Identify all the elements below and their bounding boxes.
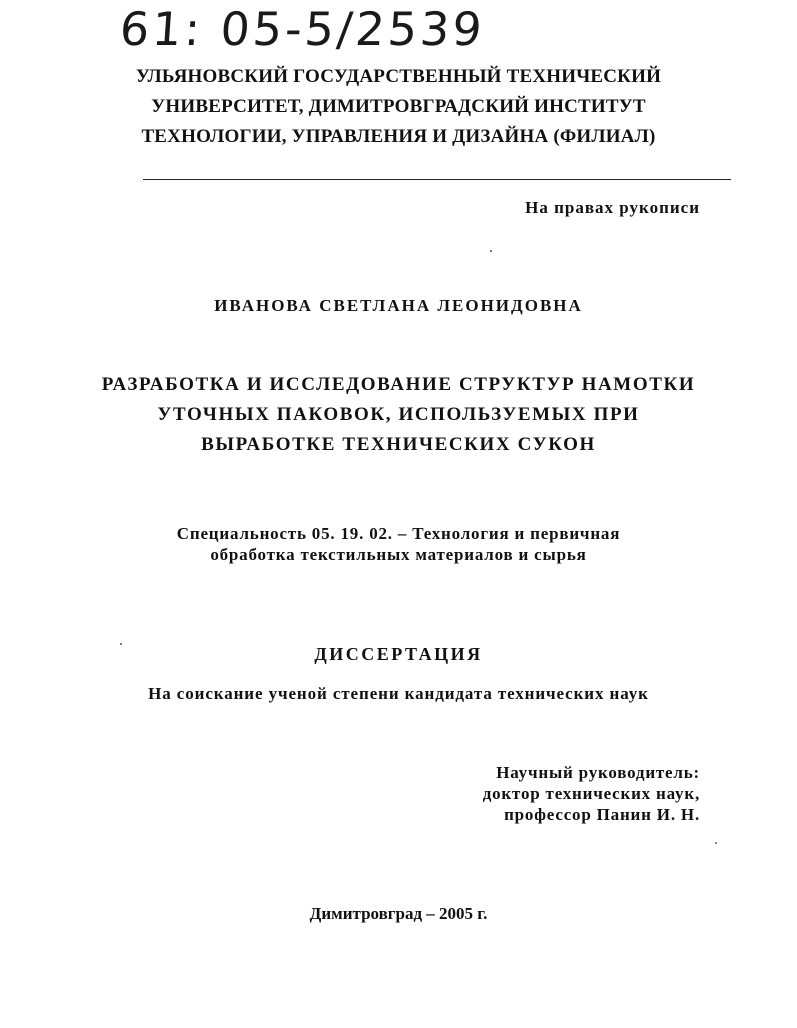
supervisor-degree: доктор технических наук, [482, 784, 700, 803]
degree-statement: На соискание ученой степени кандидата технических наук [148, 684, 649, 703]
university-line-2: УНИВЕРСИТЕТ, ДИМИТРОВГРАДСКИЙ ИНСТИТУТ [151, 96, 646, 117]
specialty-line-1: Специальность 05. 19. 02. – Технология и первичная [176, 524, 621, 543]
scan-speck [715, 842, 717, 844]
scan-speck [120, 643, 122, 645]
university-line-3: ТЕХНОЛОГИИ, УПРАВЛЕНИЯ И ДИЗАЙНА (ФИЛИАЛ) [141, 126, 656, 147]
archive-number-handwritten: 61: 05-5/2539 [118, 2, 487, 56]
manuscript-note: На правах рукописи [525, 198, 700, 217]
university-line-1: УЛЬЯНОВСКИЙ ГОСУДАРСТВЕННЫЙ ТЕХНИЧЕСКИЙ [135, 66, 662, 87]
scan-speck [490, 250, 492, 252]
thesis-title-line-1: РАЗРАБОТКА И ИССЛЕДОВАНИЕ СТРУКТУР НАМОТКИ [101, 374, 696, 395]
header-divider [143, 179, 731, 180]
author-name: ИВАНОВА СВЕТЛАНА ЛЕОНИДОВНА [214, 296, 583, 315]
document-type: ДИССЕРТАЦИЯ [314, 644, 483, 664]
city-year: Димитровград – 2005 г. [309, 904, 488, 923]
specialty-line-2: обработка текстильных материалов и сырья [210, 545, 587, 564]
supervisor-name: профессор Панин И. Н. [504, 805, 700, 824]
thesis-title-line-2: УТОЧНЫХ ПАКОВОК, ИСПОЛЬЗУЕМЫХ ПРИ [157, 404, 640, 425]
supervisor-label: Научный руководитель: [496, 763, 700, 782]
thesis-title-line-3: ВЫРАБОТКЕ ТЕХНИЧЕСКИХ СУКОН [201, 434, 596, 455]
